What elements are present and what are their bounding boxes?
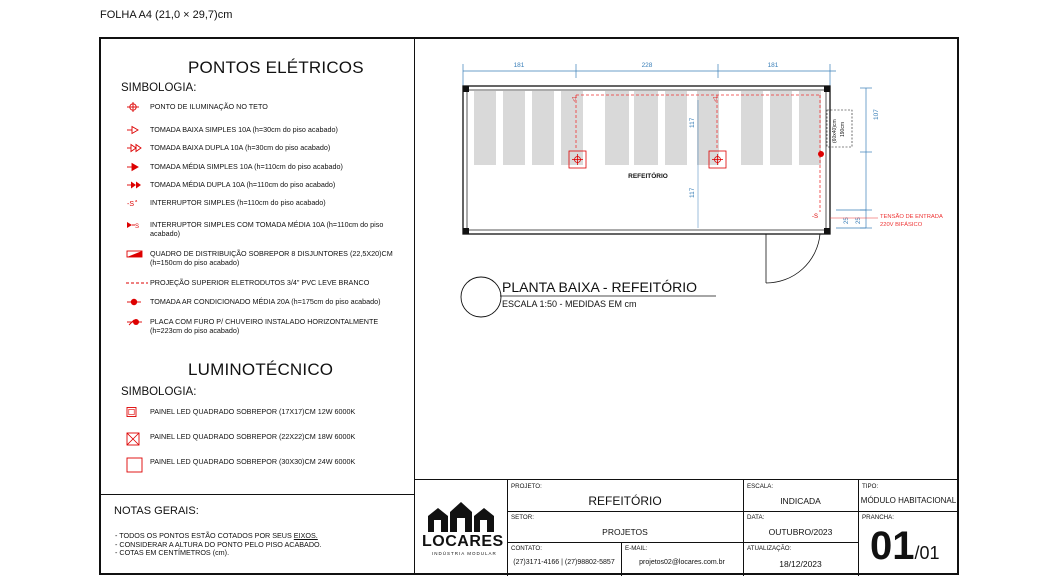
legend-item: PROJEÇÃO SUPERIOR ELETRODUTOS 3/4" PVC LEVE BRANCO <box>126 278 369 288</box>
electrical-title: PONTOS ELÉTRICOS <box>188 58 364 77</box>
svg-text:▽: ▽ <box>572 97 577 103</box>
switch-with-outlet-icon <box>126 220 150 230</box>
svg-text:▽: ▽ <box>713 97 718 103</box>
led-panel-medium-icon <box>126 432 150 446</box>
notes-divider <box>99 494 414 495</box>
svg-text:-S: -S <box>127 201 134 208</box>
notes-title: NOTAS GERAIS: <box>114 505 199 517</box>
drawing-scale: ESCALA 1:50 - MEDIDAS EM cm <box>502 299 637 309</box>
room-label: REFEITÓRIO <box>628 173 668 180</box>
medium-double-outlet-icon <box>126 180 150 190</box>
furniture <box>474 91 821 165</box>
window-label-1: (60x40)cm <box>832 119 838 143</box>
low-double-outlet-icon <box>126 143 150 153</box>
update-value: 18/12/2023 <box>779 559 822 569</box>
ac-outlet-icon <box>126 297 150 307</box>
legend-item: PLACA COM FURO P/ CHUVEIRO INSTALADO HORIZONTALMENTE (h=223cm do piso acabado) <box>126 317 405 335</box>
lighting-title: LUMINOTÉCNICO <box>188 360 334 379</box>
shower-plate-icon <box>126 317 150 327</box>
notes-list: - TODOS OS PONTOS ESTÃO COTADOS POR SEUS EIXOS. - CONSIDERAR A ALTURA DO PONTO PELO PISO ACABADO. - COTAS EM CENTÍMETROS (cm). <box>115 531 322 557</box>
dim-left-2: 117 <box>689 187 696 198</box>
led-panel-small-icon <box>126 407 150 417</box>
legend-item: TOMADA BAIXA SIMPLES 10A (h=30cm do piso acabado) <box>126 125 338 135</box>
legend-item: TOMADA BAIXA DUPLA 10A (h=30cm do piso acabado) <box>126 143 330 153</box>
logo-tagline: INDÚSTRIA MODULAR <box>432 551 497 556</box>
dim-right-small-2: 25 <box>856 217 862 224</box>
dim-right-small-1: 25 <box>844 217 850 224</box>
medium-single-outlet-icon <box>126 162 150 172</box>
dim-left-1: 117 <box>689 117 696 128</box>
logo-icon <box>426 498 496 534</box>
door <box>766 234 820 283</box>
floor-plan <box>414 37 959 477</box>
date-value: OUTUBRO/2023 <box>768 527 833 537</box>
distribution-board-icon <box>126 249 150 259</box>
legend-item: PAINEL LED QUADRADO SOBREPOR (22X22)CM 18W 6000K <box>126 432 355 446</box>
legend-item: TOMADA MÉDIA DUPLA 10A (h=110cm do piso acabado) <box>126 180 335 190</box>
legend-item: S INTERRUPTOR SIMPLES COM TOMADA MÉDIA 10A (h=110cm do piso acabado) <box>126 220 405 238</box>
email-value: projetos02@locares.com.br <box>639 559 725 566</box>
legend-item: TOMADA AR CONDICIONADO MÉDIA 20A (h=175cm do piso acabado) <box>126 297 381 307</box>
dim-top-3: 181 <box>767 62 779 69</box>
title-circle <box>461 277 501 317</box>
logo-name: LOCARES <box>422 533 504 550</box>
legend-item: PONTO DE ILUMINAÇÃO NO TETO <box>126 102 268 112</box>
legend-item: TOMADA MÉDIA SIMPLES 10A (h=110cm do piso acabado) <box>126 162 343 172</box>
scale-value: INDICADA <box>780 496 821 506</box>
legend-item: PAINEL LED QUADRADO SOBREPOR (30X30)CM 24W 6000K <box>126 457 355 473</box>
sector-value: PROJETOS <box>602 527 648 537</box>
electrical-subtitle: SIMBOLOGIA: <box>121 82 197 94</box>
title-block: LOCARES INDÚSTRIA MODULAR PROJETO: REFEITÓRIO ESCALA: INDICADA TIPO: MÓDULO HABITACIONAL SETOR: PROJETOS DATA: OUTUBRO/2023 PRANCHA: 01/01 CONTATO: (27)3171-4166 | (27)98802-5857 E-MAIL: projetos02@locares.com.br ATUALIZAÇÃO: 18/12/2023 <box>414 479 959 576</box>
ceiling-light-point-icon <box>126 102 150 112</box>
low-single-outlet-icon <box>126 125 150 135</box>
legend-item: QUADRO DE DISTRIBUIÇÃO SOBREPOR 8 DISJUNTORES (22,5X20)CM (h=150cm do piso acabado) <box>126 249 405 267</box>
type-value: MÓDULO HABITACIONAL <box>860 496 957 505</box>
sheet-size-label: FOLHA A4 (21,0 × 29,7)cm <box>100 9 233 21</box>
contact-value: (27)3171-4166 | (27)98802-5857 <box>513 559 615 566</box>
dim-top-2: 228 <box>641 62 653 69</box>
dim-right: 107 <box>873 109 880 120</box>
lighting-subtitle: SIMBOLOGIA: <box>121 386 197 398</box>
svg-text:S: S <box>135 224 140 230</box>
conduit-projection-icon <box>126 278 150 288</box>
legend-item: -S a INTERRUPTOR SIMPLES (h=110cm do piso acabado) <box>127 198 326 208</box>
entry-note-2: 220V BIFÁSICO <box>880 222 923 228</box>
ac-outlet-icon <box>818 151 824 157</box>
window-label-2: 190cm <box>840 121 846 137</box>
single-switch-icon <box>126 198 150 208</box>
dim-top-1: 181 <box>513 62 525 69</box>
switch-with-outlet-icon: -S <box>812 214 818 220</box>
legend-item: PAINEL LED QUADRADO SOBREPOR (17X17)CM 12W 6000K <box>126 407 355 417</box>
entry-note-1: TENSÃO DE ENTRADA <box>880 214 943 220</box>
led-panel-large-icon <box>126 457 150 473</box>
sheet-number: 01/01 <box>870 524 940 568</box>
svg-text:a: a <box>135 198 138 203</box>
project-value: REFEITÓRIO <box>588 494 662 508</box>
drawing-title: PLANTA BAIXA - REFEITÓRIO <box>502 279 698 295</box>
